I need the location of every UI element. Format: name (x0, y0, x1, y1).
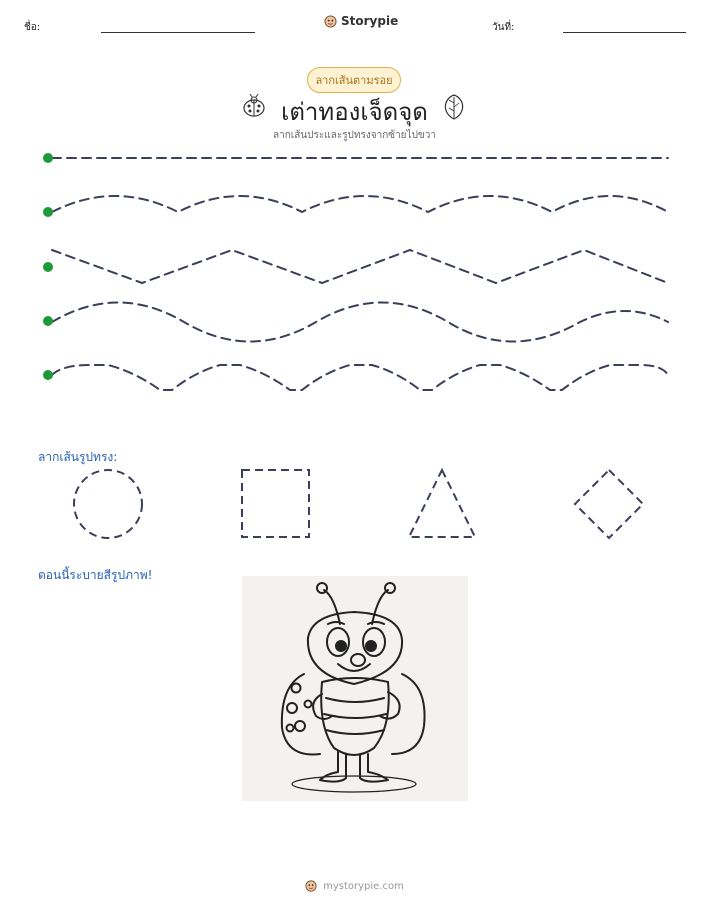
start-dot (43, 262, 53, 272)
brand-name: Storypie (341, 14, 399, 28)
trace-shape-triangle (409, 470, 475, 537)
coloring-picture[interactable] (242, 576, 468, 801)
ladybug-coloring-illustration (242, 576, 468, 801)
start-dot (43, 207, 53, 217)
start-dot (43, 370, 53, 380)
storypie-mascot-icon (305, 880, 317, 892)
tracing-shapes (0, 460, 709, 550)
trace-line-zigzag (52, 250, 668, 283)
trace-shape-square (242, 470, 309, 537)
activity-badge: ลากเส้นตามรอย (307, 67, 401, 93)
footer-url[interactable]: mystorypie.com (323, 880, 404, 892)
shapes-section-label: ลากเส้นรูปทรง: (38, 450, 118, 464)
trace-shape-circle (74, 470, 142, 538)
start-dot (43, 316, 53, 326)
trace-line-wave (52, 303, 668, 342)
page-subtitle: ลากเส้นประและรูปทรงจากซ้ายไปขวา (273, 130, 436, 141)
tracing-lines (0, 0, 709, 420)
start-dot (43, 153, 53, 163)
page-title: เต่าทองเจ็ดจุด (281, 98, 428, 126)
coloring-section-label: ตอนนี้ระบายสีรูปภาพ! (38, 568, 153, 582)
trace-line-gentle-wave (52, 196, 668, 212)
footer (0, 880, 709, 892)
trace-shape-diamond (575, 470, 643, 538)
name-label: ชื่อ: (24, 22, 41, 33)
trace-line-bump-wave (52, 365, 668, 390)
date-label: วันที่: (492, 22, 515, 33)
